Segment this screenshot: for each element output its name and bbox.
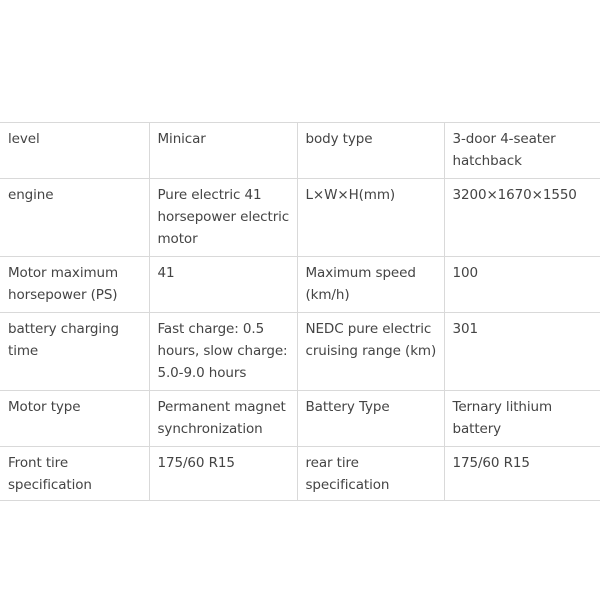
table-cell: battery charging time	[0, 313, 149, 391]
table-cell: 100	[444, 257, 600, 313]
table-cell: Pure electric 41 horsepower electric motor	[149, 179, 297, 257]
table-cell: 175/60 R15	[444, 447, 600, 501]
table-cell: NEDC pure electric cruising range (km)	[297, 313, 444, 391]
table-cell: Battery Type	[297, 391, 444, 447]
table-row	[0, 447, 600, 501]
table-row	[0, 179, 600, 257]
vehicle-spec-table	[0, 122, 600, 501]
table-row	[0, 257, 600, 313]
table-row	[0, 391, 600, 447]
table-cell: Minicar	[149, 123, 297, 179]
table-cell: Permanent magnet synchronization	[149, 391, 297, 447]
table-cell: Motor type	[0, 391, 149, 447]
table-cell: 301	[444, 313, 600, 391]
table-cell: Front tire specification	[0, 447, 149, 501]
table-cell: 175/60 R15	[149, 447, 297, 501]
table-row	[0, 123, 600, 179]
table-cell: 41	[149, 257, 297, 313]
table-cell: Fast charge: 0.5 hours, slow charge: 5.0-9.0 hours	[149, 313, 297, 391]
table-cell: Motor maximum horsepower (PS)	[0, 257, 149, 313]
table-cell: level	[0, 123, 149, 179]
table-row	[0, 313, 600, 391]
table-cell: Ternary lithium battery	[444, 391, 600, 447]
table-cell: L×W×H(mm)	[297, 179, 444, 257]
table-cell: 3-door 4-seater hatchback	[444, 123, 600, 179]
table-cell: Maximum speed (km/h)	[297, 257, 444, 313]
table-cell: 3200×1670×1550	[444, 179, 600, 257]
table-cell: rear tire specification	[297, 447, 444, 501]
table-cell: engine	[0, 179, 149, 257]
table-cell: body type	[297, 123, 444, 179]
